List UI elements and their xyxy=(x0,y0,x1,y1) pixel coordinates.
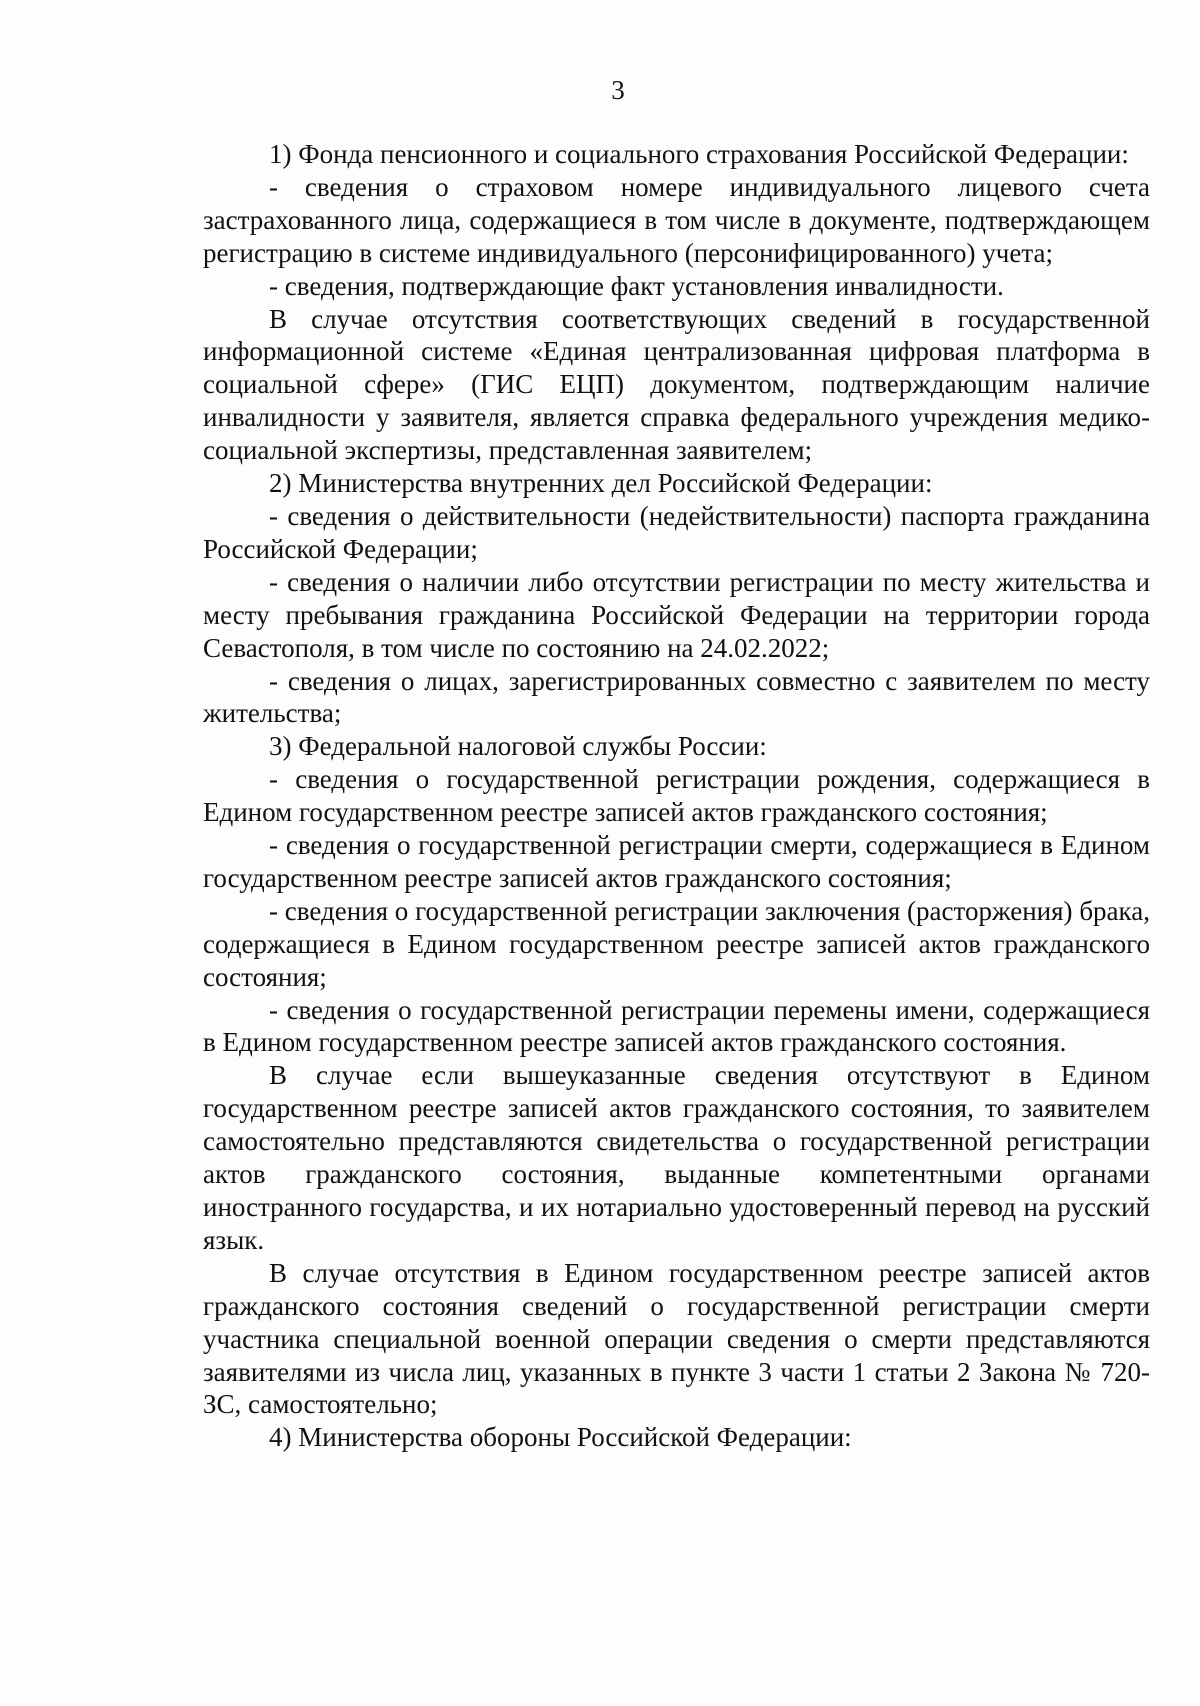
paragraph-mvd-cohabitants: - сведения о лицах, зарегистрированных совместно с заявителем по месту жительства; xyxy=(203,665,1150,729)
paragraph-svo-death: В случае отсутствия в Едином государственном реестре записей актов гражданского состояния сведений о государственной регистрации смерти участника специальной военной операции сведения о смерти представляются заявителями из числа лиц, указанных в пункте 3 части 1 статьи 2 Закона № 720-ЗС, самостоятельно; xyxy=(203,1257,1150,1420)
paragraph-mo-heading: 4) Министерства обороны Российской Федерации: xyxy=(269,1422,852,1453)
paragraph-pfr-disability: - сведения, подтверждающие факт установления инвалидности. xyxy=(269,270,1004,301)
paragraph-fns-death: - сведения о государственной регистрации смерти, содержащиеся в Едином государственном реестре записей актов гражданского состояния; xyxy=(203,830,1150,893)
paragraph-mvd-passport: - сведения о действительности (недействительности) паспорта гражданина Российской Федерации; xyxy=(203,500,1150,564)
page-number: 3 xyxy=(611,75,625,105)
paragraph-mvd-heading: 2) Министерства внутренних дел Российской Федерации: xyxy=(269,468,933,499)
document-body xyxy=(203,138,1150,1454)
paragraph-fns-marriage: - сведения о государственной регистрации заключения (расторжения) брака, содержащиеся в Едином государственном реестре записей актов гражданского состояния; xyxy=(203,895,1150,992)
paragraph-mvd-registration: - сведения о наличии либо отсутствии регистрации по месту жительства и месту пребывания гражданина Российской Федерации на территории города Севастополя, в том числе по состоянию на 24.02.2022; xyxy=(203,566,1150,663)
paragraph-disability-absence: В случае отсутствия соответствующих сведений в государственной информационной системе «Единая централизованная цифровая платформа в социальной сфере» (ГИС ЕЦП) документом, подтверждающим наличие инвалидности у заявителя, является справка федерального учреждения медико-социальной экспертизы, представленная заявителем; xyxy=(203,303,1150,466)
paragraph-fns-birth: - сведения о государственной регистрации рождения, содержащиеся в Едином государственном реестре записей актов гражданского состояния; xyxy=(203,764,1150,828)
paragraph-foreign-certificates: В случае если вышеуказанные сведения отсутствуют в Едином государственном реестре записей актов гражданского состояния, то заявителем самостоятельно представляются свидетельства о государственной регистрации актов гражданского состояния, выданные компетентными органами иностранного государства, и их нотариально удостоверенный перевод на русский язык. xyxy=(203,1060,1150,1255)
paragraph-pfr-snils: - сведения о страховом номере индивидуального лицевого счета застрахованного лица, содержащиеся в том числе в документе, подтверждающем регистрацию в системе индивидуального (персонифицированного) учета; xyxy=(203,171,1150,268)
paragraph-pfr-heading: 1) Фонда пенсионного и социального страхования Российской Федерации: xyxy=(269,139,1129,169)
paragraph-fns-name-change: - сведения о государственной регистрации перемены имени, содержащиеся в Едином государственном реестре записей актов гражданского состояния. xyxy=(203,994,1150,1058)
paragraph-fns-heading: 3) Федеральной налоговой службы России: xyxy=(269,731,767,762)
